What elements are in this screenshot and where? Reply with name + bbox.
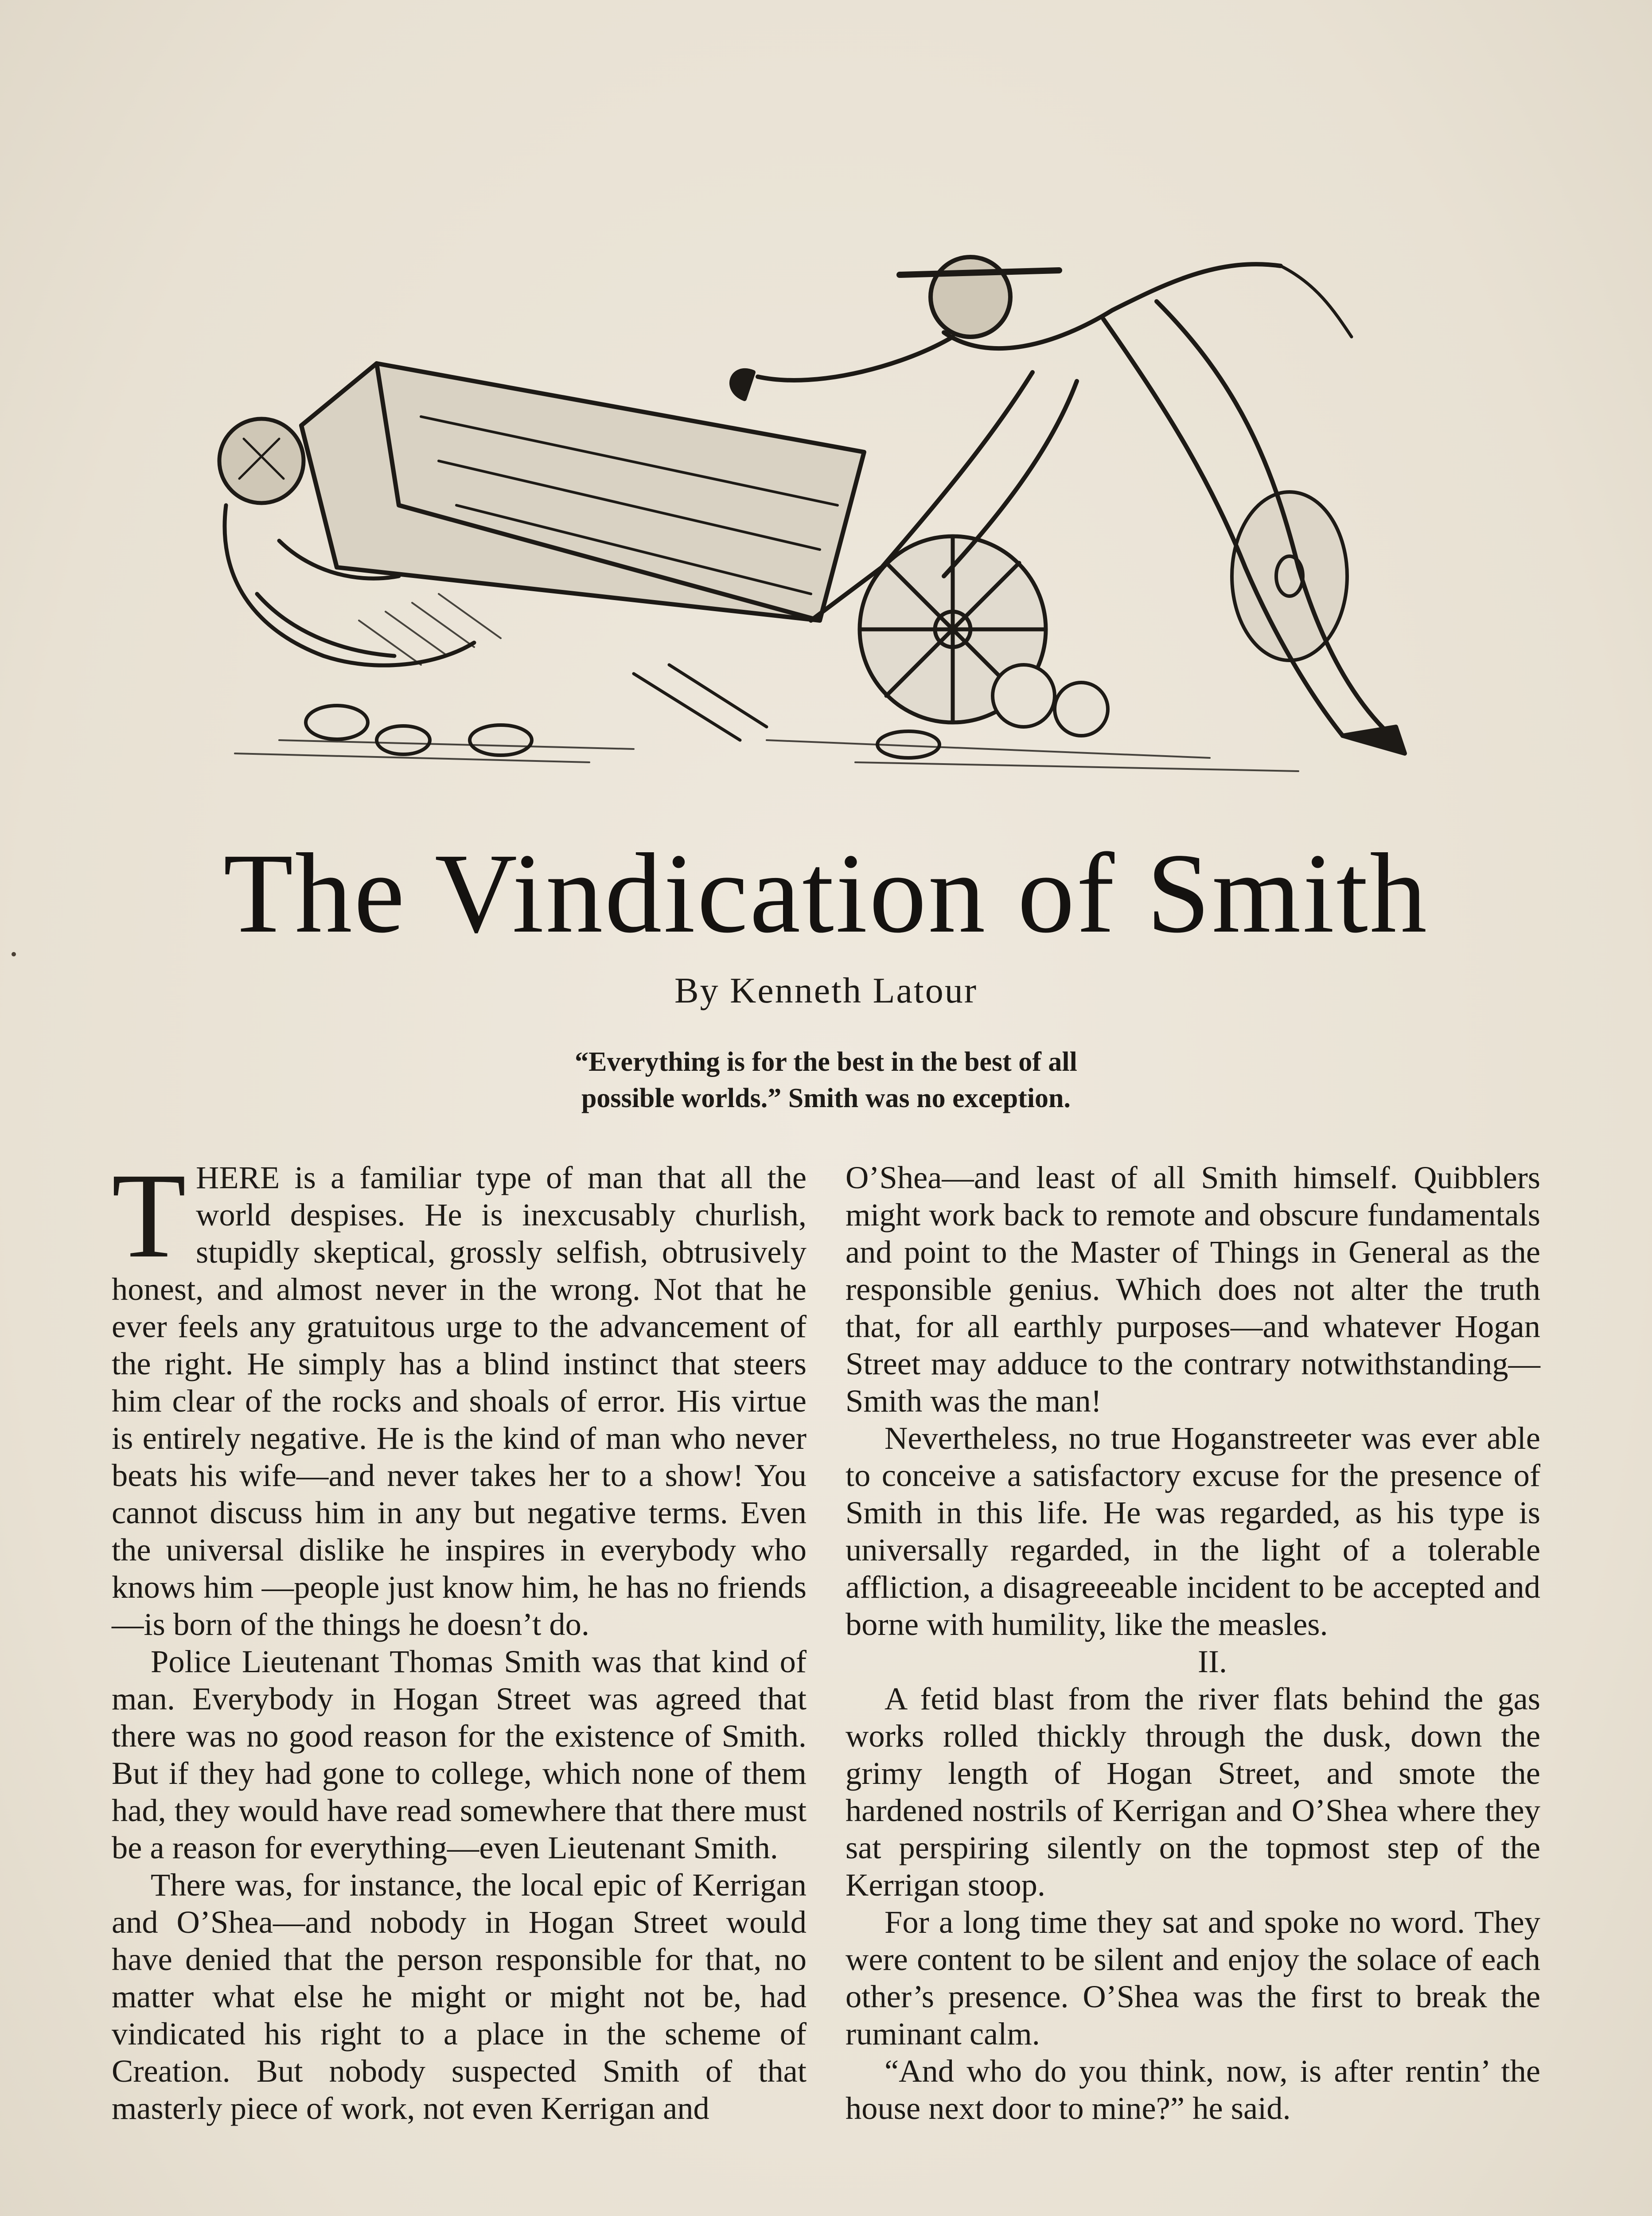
story-illustration <box>191 230 1467 789</box>
paragraph: There was, for instance, the local epic of Kerrigan and O’Shea—and nobody in Hogan Street would have denied that the person responsible for that, no matter what else he might or might not be, had vindicated his right to a place in the scheme of Creation. But nobody suspected Smith of that masterly piece of work, not even Kerrigan and <box>112 1867 807 2126</box>
paragraph <box>112 1148 807 1643</box>
epigraph-line-1: “Everything is for the best in the best of all <box>575 1047 1077 1077</box>
overturned-cart <box>301 363 864 620</box>
paragraph: For a long time they sat and spoke no word. They were content to be silent and enjoy the solace of each other’s presence. O’Shea was the first to break the ruminant calm. <box>845 1904 1540 2052</box>
epigraph-line-2: possible worlds.” Smith was no exception. <box>581 1083 1071 1113</box>
left-text-column <box>112 1148 807 2127</box>
story-title: The Vindication of Smith <box>223 830 1429 956</box>
paragraph: Nevertheless, no true Hoganstreeter was ever able to conceive a satisfactory excuse for the presence of Smith in this life. He was regarded, as his type is universally regarded, in the light of a tolerable affliction, a disagreeeable incident to be accepted and borne with humility, like the measles. <box>845 1420 1540 1642</box>
author-byline: By Kenneth Latour <box>674 970 978 1010</box>
right-text-column <box>845 1159 1540 2127</box>
paragraph: Police Lieutenant Thomas Smith was that kind of man. Everybody in Hogan Street was agreed that there was no good reason for the existence of Smith. But if they had gone to college, which none of them had, they would have read somewhere that there must be a reason for everything—even Lieutenant Smith. <box>112 1643 807 1865</box>
paragraph: “And who do you think, now, is after rentin’ the house next door to mine?” he said. <box>845 2053 1540 2126</box>
paragraph: A fetid blast from the river flats behind the gas works rolled thickly through the dusk, down the grimy length of Hogan Street, and smote the hardened nostrils of Kerrigan and O’Shea where they sat perspiring silently on the topmost step of the Kerrigan stoop. <box>845 1681 1540 1903</box>
paragraph-text: HERE is a familiar type of man that all the world despises. He is inexcusably churlish, stupidly skeptical, grossly selfish, obtrusively honest, and almost never in the wrong. Not that he ever feels any gratuitous urge to the advancement of the right. He simply has a blind instinct that steers him clear of the rocks and shoals of error. His virtue is entirely negative. He is the kind of man who never beats his wife—and never takes her to a show! You cannot discuss him in any but negative terms. Even the universal dislike he inspires in everybody who knows him —people just know him, he has no friends —is born of the things he doesn’t do. <box>112 1159 807 1642</box>
section-heading: II. <box>1198 1644 1227 1679</box>
paragraph: O’Shea—and least of all Smith himself. Quibblers might work back to remote and obscure fundamentals and point to the Master of Things in General as the responsible genius. Which does not alter the truth that, for all earthly purposes—and whatever Hogan Street may adduce to the contrary notwithstanding—Smith was the man! <box>845 1159 1540 1419</box>
epigraph <box>399 1044 1253 1116</box>
drop-cap: T <box>112 1148 186 1283</box>
